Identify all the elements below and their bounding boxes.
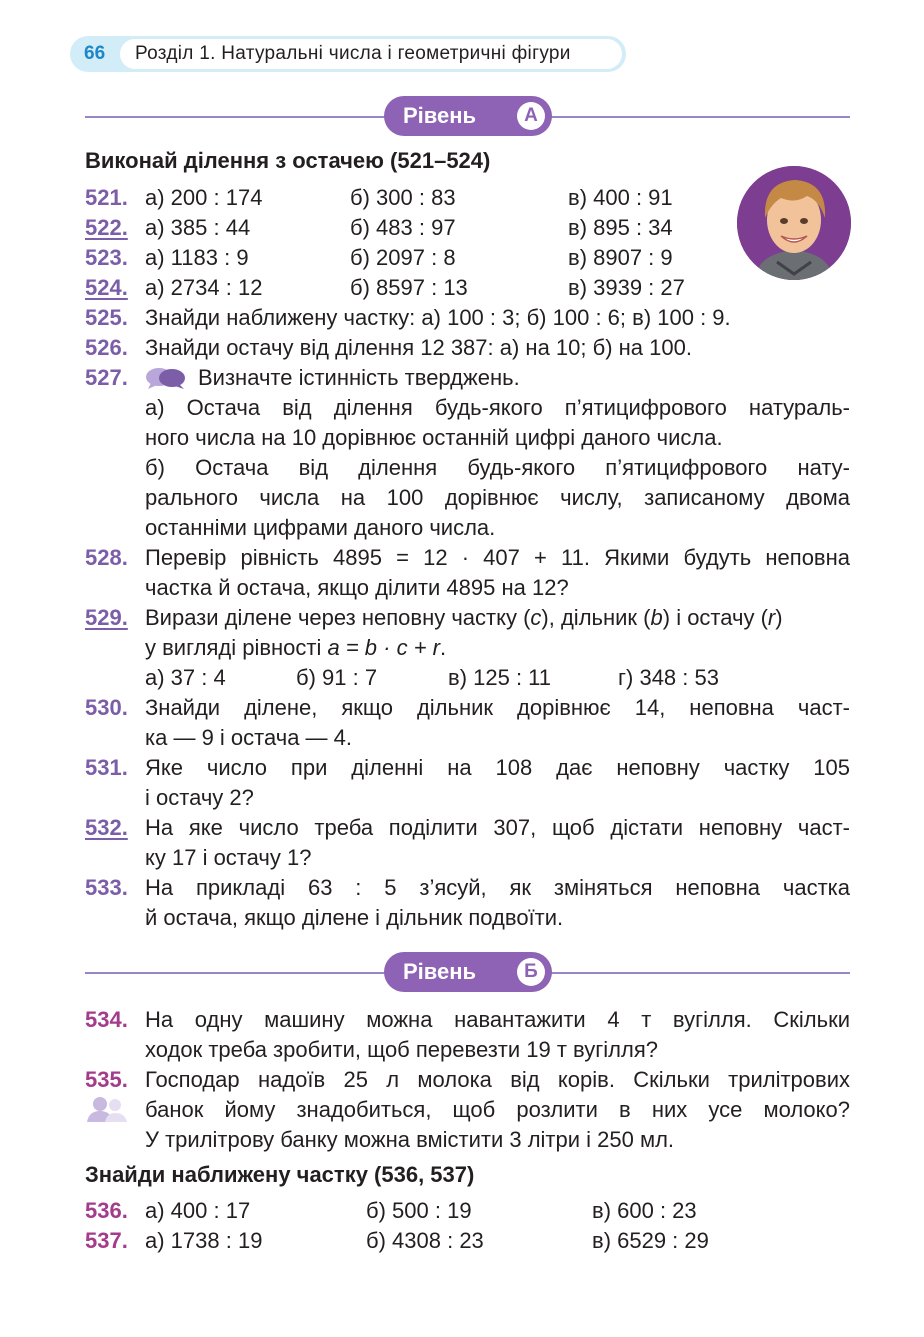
exercise-number-530: 530. (85, 695, 128, 720)
exercise-number-525: 525. (85, 305, 128, 330)
ex521-c: в) 400 : 91 (568, 185, 673, 210)
ex529-line2 (145, 635, 446, 661)
ex522-c: в) 895 : 34 (568, 215, 673, 240)
ex532-line2: ку 17 і остачу 1? (145, 845, 312, 870)
exercise-number-521: 521. (85, 185, 128, 210)
ex531-line1: Яке число при діленні на 108 дає неповну частку 105 (145, 755, 850, 780)
ex535-line3: У трилітрову банку можна вмістити 3 літри і 250 мл. (145, 1127, 675, 1152)
exercise-number-529: 529. (85, 605, 128, 630)
ex525-text: Знайди наближену частку: а) 100 : 3; б) 100 : 6; в) 100 : 9. (145, 305, 731, 330)
ex528-line1: Перевір рівність 4895 = 12 · 407 + 11. Якими будуть неповна (145, 545, 850, 570)
ex530-line1: Знайди ділене, якщо дільник дорівнює 14, неповна част- (145, 695, 850, 720)
exercise-number-536: 536. (85, 1198, 128, 1223)
level-a-banner (384, 96, 552, 136)
ex524-c: в) 3939 : 27 (568, 275, 685, 300)
exercise-number-532: 532. (85, 815, 128, 840)
exercise-number-526: 526. (85, 335, 128, 360)
chapter-title: Розділ 1. Натуральні числа і геометричні фігури (135, 43, 571, 64)
exercise-number-535: 535. (85, 1067, 128, 1092)
ex529-l2a: у вигляді рівності (145, 635, 328, 660)
section-title-2: Знайди наближену частку (536, 537) (85, 1162, 475, 1187)
ex530-line2: ка — 9 і остача — 4. (145, 725, 353, 750)
ex529-var-b: b (650, 605, 663, 630)
chat-bubbles-icon (145, 366, 187, 390)
exercise-number-522: 522. (85, 215, 128, 240)
ex529-l2e: . (440, 635, 447, 660)
level-b-label: Рівень (403, 959, 477, 984)
ex527-a-line2: ного числа на 10 дорівнює останній цифрі даного числа. (145, 425, 723, 450)
ex535-line1: Господар надоїв 25 л молока від корів. Скільки трилітрових (145, 1067, 850, 1092)
level-a-label: Рівень (403, 103, 477, 128)
ex532-line1: На яке число треба поділити 307, щоб дістати неповну част- (145, 815, 850, 840)
ex522-b: б) 483 : 97 (350, 215, 456, 240)
ex527-b-line1: б) Остача від ділення будь-якого п’ятицифрового нату- (145, 455, 850, 480)
ex529-c: в) 125 : 11 (448, 665, 552, 690)
ex527-b-line2: рального числа на 100 дорівнює числу, записаному двома (145, 485, 850, 510)
boy-portrait (737, 166, 851, 280)
level-b-banner (384, 952, 552, 992)
ex529-l1d: ) і остачу ( (662, 605, 768, 630)
ex523-a: а) 1183 : 9 (145, 245, 249, 270)
ex537-c: в) 6529 : 29 (592, 1228, 709, 1253)
ex521-a: а) 200 : 174 (145, 185, 263, 210)
section-title-1: Виконай ділення з остачею (521–524) (85, 148, 491, 173)
ex527-intro: Визначте істинність тверджень. (198, 365, 520, 390)
ex529-l1b: ), дільник ( (541, 605, 651, 630)
ex536-c: в) 600 : 23 (592, 1198, 697, 1223)
exercise-number-533: 533. (85, 875, 128, 900)
exercise-number-534: 534. (85, 1007, 128, 1032)
exercise-number-537: 537. (85, 1228, 128, 1253)
level-a-badge: А (517, 102, 545, 130)
ex527-a-line1: а) Остача від ділення будь-якого п’ятицифрового натураль- (145, 395, 850, 420)
ex528-line2: частка й остача, якщо ділити 4895 на 12? (145, 575, 569, 600)
ex529-var-r: r (767, 605, 776, 630)
exercise-number-527: 527. (85, 365, 128, 390)
ex536-b: б) 500 : 19 (366, 1198, 472, 1223)
ex529-formula: a = b · c + r (327, 635, 440, 660)
ex529-l1e: ) (775, 605, 783, 630)
people-pair-icon (85, 1095, 129, 1123)
ex529-b: б) 91 : 7 (296, 665, 378, 690)
exercise-number-524: 524. (85, 275, 128, 300)
ex521-b: б) 300 : 83 (350, 185, 456, 210)
ex537-a: а) 1738 : 19 (145, 1228, 263, 1253)
ex531-line2: і остачу 2? (145, 785, 254, 810)
ex526-text: Знайди остачу від ділення 12 387: а) на 10; б) на 100. (145, 335, 692, 360)
ex529-var-c: c (530, 605, 542, 630)
ex533-line1: На прикладі 63 : 5 з’ясуй, як зміняться неповна частка (145, 875, 850, 900)
ex529-a: а) 37 : 4 (145, 665, 226, 690)
ex534-line1: На одну машину можна навантажити 4 т вугілля. Скільки (145, 1007, 850, 1032)
ex527-b-line3: останніми цифрами даного числа. (145, 515, 496, 540)
ex529-line1 (145, 605, 850, 631)
page-number: 66 (84, 43, 106, 64)
ex533-line2: й остача, якщо ділене і дільник подвоїти. (145, 905, 564, 930)
ex529-d: г) 348 : 53 (618, 665, 719, 690)
ex524-b: б) 8597 : 13 (350, 275, 468, 300)
exercise-number-528: 528. (85, 545, 128, 570)
ex522-a: а) 385 : 44 (145, 215, 251, 240)
ex537-b: б) 4308 : 23 (366, 1228, 484, 1253)
ex534-line2: ходок треба зробити, щоб перевезти 19 т вугілля? (145, 1037, 658, 1062)
ex536-a: а) 400 : 17 (145, 1198, 251, 1223)
ex535-line2: банок йому знадобиться, щоб розлити в них усе молоко? (145, 1097, 850, 1122)
ex529-l1a: Вирази ділене через неповну частку ( (145, 605, 531, 630)
exercise-number-531: 531. (85, 755, 128, 780)
ex523-c: в) 8907 : 9 (568, 245, 673, 270)
exercise-number-523: 523. (85, 245, 128, 270)
level-b-badge: Б (517, 958, 545, 986)
ex524-a: а) 2734 : 12 (145, 275, 263, 300)
ex523-b: б) 2097 : 8 (350, 245, 456, 270)
